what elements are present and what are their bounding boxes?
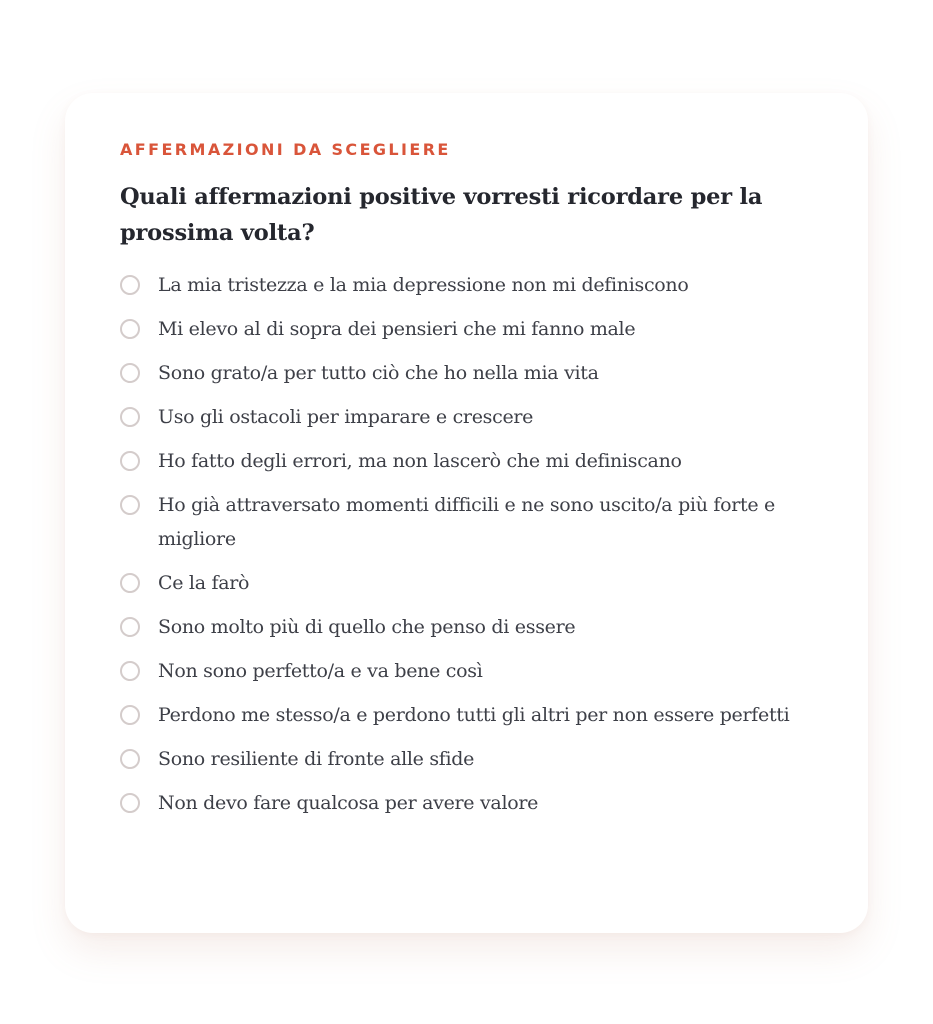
affirmation-option-label: Mi elevo al di sopra dei pensieri che mi fanno male: [158, 318, 636, 340]
radio-button[interactable]: [120, 363, 140, 383]
affirmation-option-label: La mia tristezza e la mia depressione non mi definiscono: [158, 274, 689, 296]
affirmation-option-label: Non devo fare qualcosa per avere valore: [158, 792, 539, 814]
affirmation-option-label: Non sono perfetto/a e va bene così: [158, 660, 483, 682]
affirmation-option[interactable]: [120, 358, 814, 390]
affirmation-option[interactable]: [120, 490, 814, 556]
question-title: Quali affermazioni positive vorresti ricordare per la prossima volta?: [120, 184, 763, 246]
affirmation-option[interactable]: [120, 700, 814, 732]
affirmation-option[interactable]: [120, 788, 814, 820]
radio-button[interactable]: [120, 319, 140, 339]
radio-button[interactable]: [120, 749, 140, 769]
affirmation-option-label: Perdono me stesso/a e perdono tutti gli altri per non essere perfetti: [158, 704, 790, 726]
affirmations-card: [65, 93, 868, 933]
affirmation-option-label: Ho fatto degli errori, ma non lascerò che mi definiscano: [158, 450, 682, 472]
affirmation-option[interactable]: [120, 612, 814, 644]
affirmation-option-label: Sono grato/a per tutto ciò che ho nella mia vita: [158, 362, 599, 384]
affirmation-options-list: [120, 270, 814, 820]
radio-button[interactable]: [120, 451, 140, 471]
affirmation-option-label: Sono resiliente di fronte alle sfide: [158, 748, 475, 770]
affirmation-option[interactable]: [120, 402, 814, 434]
radio-button[interactable]: [120, 705, 140, 725]
affirmation-option-label: Ce la farò: [158, 572, 250, 594]
radio-button[interactable]: [120, 407, 140, 427]
affirmation-option-label: Ho già attraversato momenti difficili e ne sono uscito/a più forte e migliore: [158, 494, 776, 550]
affirmation-option[interactable]: [120, 568, 814, 600]
affirmation-option[interactable]: [120, 744, 814, 776]
section-eyebrow: AFFERMAZIONI DA SCEGLIERE: [120, 140, 451, 159]
radio-button[interactable]: [120, 495, 140, 515]
affirmation-option-label: Sono molto più di quello che penso di essere: [158, 616, 576, 638]
affirmation-option[interactable]: [120, 314, 814, 346]
affirmation-option[interactable]: [120, 656, 814, 688]
affirmation-option[interactable]: [120, 446, 814, 478]
radio-button[interactable]: [120, 793, 140, 813]
radio-button[interactable]: [120, 573, 140, 593]
radio-button[interactable]: [120, 661, 140, 681]
affirmation-option[interactable]: [120, 270, 814, 302]
affirmation-option-label: Uso gli ostacoli per imparare e crescere: [158, 406, 534, 428]
radio-button[interactable]: [120, 275, 140, 295]
radio-button[interactable]: [120, 617, 140, 637]
